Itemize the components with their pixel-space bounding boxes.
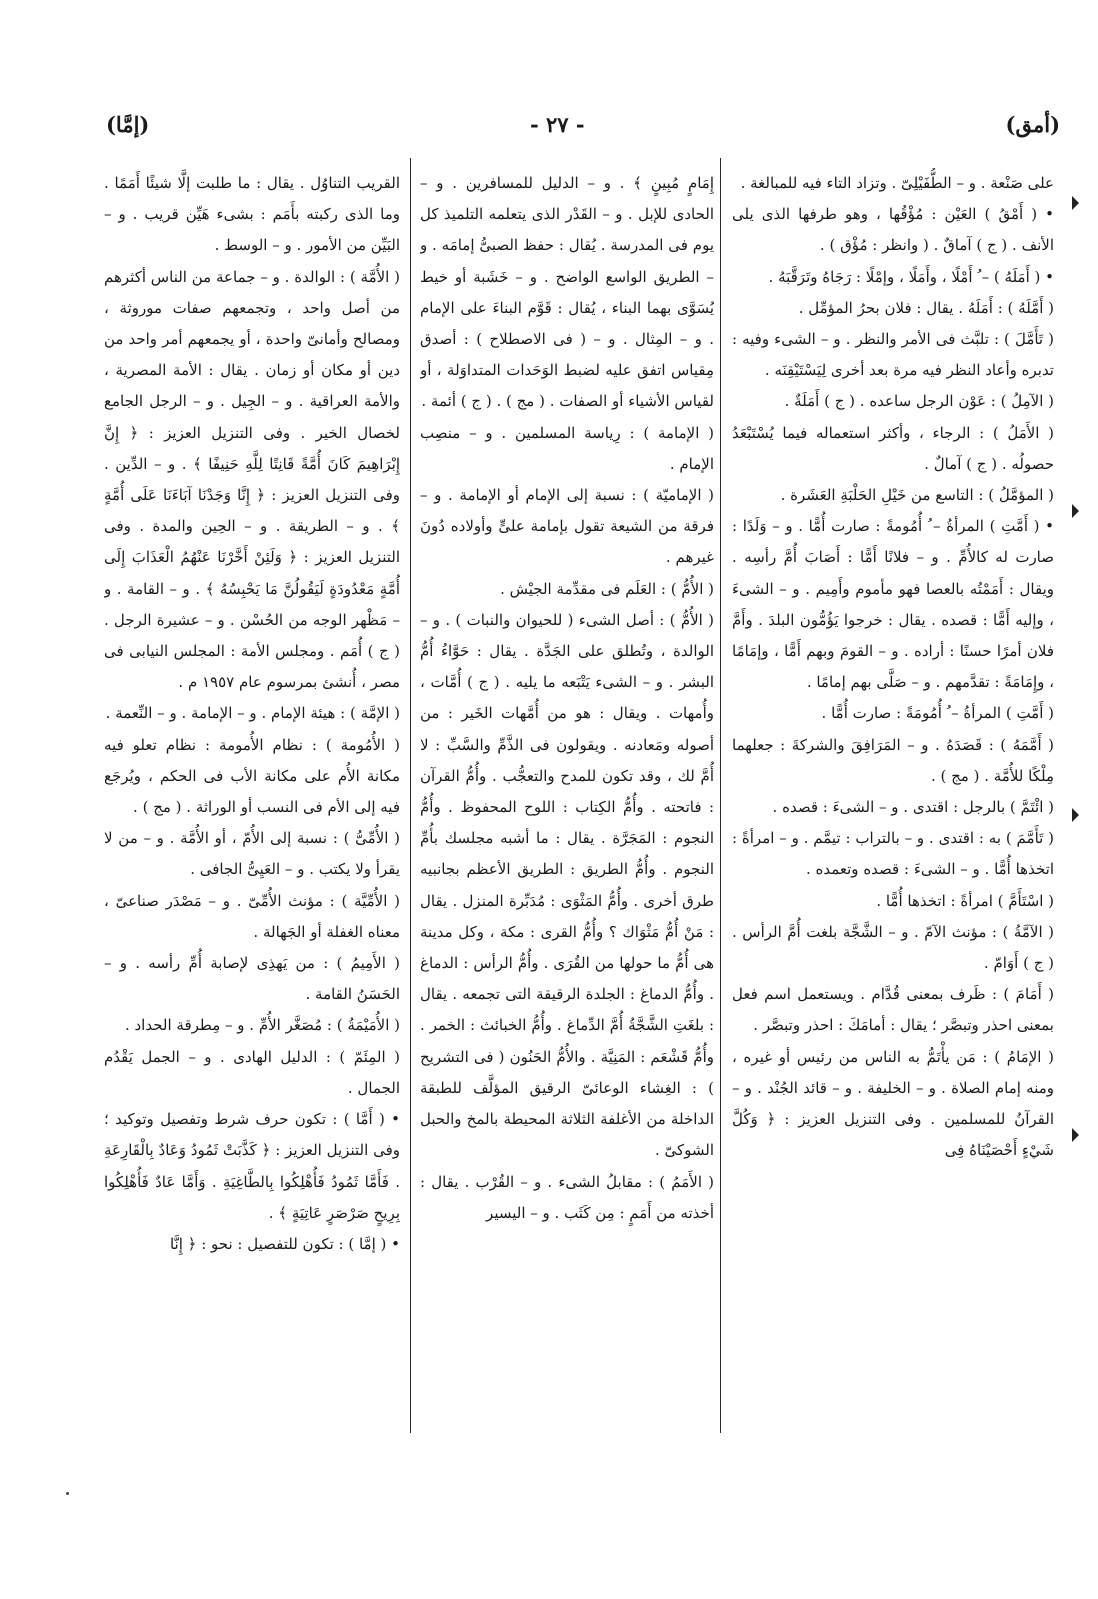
column-divider-right — [720, 158, 721, 1433]
entry-paragraph: ( المِئَمّ ) : الدليل الهادى . و – الجمل يَقْدُم الجمال . — [104, 1047, 400, 1097]
entry-paragraph: • ( إمَّا ) : تكون للتفصيل : نحو : ﴿ إِنَّا — [169, 1234, 400, 1253]
entry-paragraph: ( الأَمَمُ ) : مقابلُ الشىء . و – القُرْب . يقال : أخذته من أَمَمٍ : مِن كَثَب . و – اليسير — [420, 1172, 714, 1222]
entry-paragraph: • ( أَمَّتِ ) المرأةُ – ُ أُمُومةً : صارت أُمًّا . و – وَلَدًا : صارت له كالأُمِّ . و – فلانًا أَمًّا : أَصَابَ أُمَّ رأسِه . ويقال : أَمَمْتُه بالعصا فهو مأموم وأَمِيم . و – الشىءَ ، وإليه أَمًّا : قصده . يقال : خرجوا يَؤُمُّون البلدَ . وأَمَّ فلان أمرًا حسنًا : أراده . و – القومَ وبهم أَمًّا ، وإمَامًا ، وإِمَامَةً : تقدَّمهم . و – صَلَّى بهم إمامًا . — [732, 517, 1054, 692]
entry-paragraph: ( الأُمُّ ) : العَلَم فى مقدِّمة الجيْش . — [500, 579, 714, 598]
running-head-right: (أمق) — [1005, 112, 1060, 137]
page-header — [0, 112, 1098, 148]
entry-paragraph: ( الأُمِّيَّة ) : مؤنث الأُمِّىّ . و – مَصْدَر صناعىّ ، معناه الغفلة أو الجَهالة . — [104, 891, 400, 941]
entry-paragraph: ( اسْتَأَمَّ ) امرأةً : اتخذها أُمًّا . — [876, 891, 1054, 910]
entry-paragraph: ( الإمَّة ) : هيئة الإمام . و – الإمامة . و – النِّعمة . — [105, 704, 400, 723]
entry-paragraph: ( الإمَامُ ) : مَن يأْتَمُّ به الناس من رئيس أو غيره ، ومنه إمام الصلاة . و – الخليفة . و – قائد الجُنْد . و – القرآنُ للمسلمين . وفى التنزيل العزيز : ﴿ وَكُلَّ شَيْءٍ أَحْصَيْنَاهُ فِى — [732, 1047, 1054, 1160]
entry-paragraph: على صَنْعة . و – الطُّفَيْلِىّ . وتزاد التاء فيه للمبالغة . — [740, 174, 1054, 192]
entry-paragraph: ( الأُمَّة ) : الوالدة . و – جماعة من الناس أكثرهم من أصل واحد ، وتجمعهم صفات موروثة ، ومصالح وأمانىّ واحدة ، أو يجمعهم أمر واحد من دين أو مكان أو زمان . يقال : الأمة المصرية ، والأمة العراقية . و – الجِيل . و – الرجل الجامع لخصال الخير . وفى التنزيل العزيز : ﴿ إِنَّ إِبْرَاهِيمَ كَانَ أُمَّةً قَانِتًا لِلَّهِ حَنِيفًا ﴾ . و – الدِّين . وفى التنزيل العزيز : ﴿ إِنَّا وَجَدْنَا آبَاءَنَا عَلَى أُمَّةٍ ﴾ . و – الطريقة . و – الحِين والمدة . وفى التنزيل العزيز : ﴿ وَلَئِنْ أَخَّرْنَا عَنْهُمُ الْعَذَابَ إِلَى أُمَّةٍ مَعْدُودَةٍ لَيَقُولُنَّ مَا يَحْبِسُهُ ﴾ . و – القامة . و – مَظْهر الوجه من الحُسْن . و – عشيرة الرجل . ( ج ) أُمَم . ومجلس الأمة : المجلس النيابى فى مصر ، أُنشئ بمرسوم عام ١٩٥٧ م . — [104, 267, 400, 692]
margin-tab-marker — [1072, 1128, 1079, 1142]
column-right — [732, 168, 1054, 1433]
entry-paragraph: ( تَأَمَّمَ ) به : اقتدى . و – بالتراب : تيمَّم . و – امرأةً : اتخذها أُمًّا . و – الشىءَ : قصده وتعمده . — [732, 829, 1054, 879]
entry-paragraph: ( الأَمِيمُ ) : من يَهذِى لإصابة أُمِّ رأسه . و – الحَسَنُ القامة . — [104, 954, 400, 1004]
entry-paragraph: ( الأُمُومة ) : نظام الأُمومة : نظام تعلو فيه مكانة الأُم على مكانة الأب فى الحكم ، ويُرجَع فيه إلى الأم فى النسب أو الوراثة . ( مج ) . — [104, 735, 400, 817]
entry-paragraph: ( الأُمُّ ) : أصل الشىء ( للحيوان والنبات ) . و – الوالدة ، وتُطلق على الجَدَّة . يقال : حَوَّاءُ أُمُّ البشر . و – الشىء يَتْبَعه ما يليه . ( ج ) أُمَّات ، وأُمهات . ويقال : هو من أُمَّهات الخَير : من أصوله ومَعادنه . ويقولون فى الذَّمِّ والسَّبِّ : لا أُمَّ لك ، وقد تكون للمدح والتعجُّب . وأُمُّ القرآن : فاتحته . وأُمُّ الكِتاب : اللوح المحفوظ . وأُمُّ النجوم : المَجَرَّة . يقال : ما أشبه مجلسك بأُمِّ النجوم . وأُمُّ الطريق : الطريق الأعظم بجانبيه طرق أخرى . وأُمُّ المَثْوَى : مُدَبِّرة المنزل . يقال : مَنْ أُمُّ مَثْوَاك ؟ وأُمُّ القرى : مكة ، وكل مدينة هى أُمُّ ما حولها من القُرَى . وأُمُّ الرأس : الدماغ . وأُمُّ الدماغ : الجلدة الرقيقة التى تجمعه . يقال : بلغَتِ الشَّجَّةُ أُمَّ الدِّماغ . وأُمُّ الخبائث : الخمر . وأُمُّ قَشْعَم : المَنِيَّة . والأُمُّ الحَنُون ( فى التشريح ) : الغِشاء الوعائىّ الرقيق المؤلَّف للطبقة الداخلة من الأغلفة الثلاثة المحيطة بالمخ والحبل الشوكىّ . — [420, 610, 714, 1160]
entry-paragraph: ( أَمَامَ ) : ظَرف بمعنى قُدَّام . ويستعمل اسم فعل بمعنى احذر وتبصَّر ؛ يقال : أمامَكَ : احذر وتبصَّر . — [732, 985, 1054, 1035]
margin-tab-marker — [1072, 196, 1079, 210]
margin-tab-marker — [1072, 504, 1079, 518]
column-left — [104, 168, 400, 1433]
entry-paragraph: • ( أَمْقُ ) العَيْن : مُؤْقُها ، وهو طرفها الذى يلى الأنف . ( ج ) آماقٌ . ( وانظر : مُؤْق ) . — [732, 205, 1054, 255]
entry-paragraph: ( المؤمَّلُ ) : التاسع من خَيْلِ الحَلْبَةِ العَشَرة . — [780, 486, 1054, 505]
entry-paragraph: القريب التناوُل . يقال : ما طلبت إلَّا شيئًا أَمَمًا . وما الذى ركبته بأَمَم : بشىء هَيِّن قريب . و – البَيِّن من الأمور . و – الوسط . — [104, 174, 400, 255]
entry-paragraph: ( ائْتَمَّ ) بالرجل : اقتدى . و – الشىءَ : قصده . — [772, 798, 1054, 817]
entry-paragraph: ( الإمامة ) : رِياسة المسلمين . و – منصِب الإمام . — [420, 423, 714, 473]
entry-paragraph: إِمَامٍ مُبِينٍ ﴾ . و – الدليل للمسافرين . و – الحادى للإبل . و – القَدْر الذى يتعلمه التلميذ كل يوم فى المدرسة . يُقال : حفظ الصبىُّ إمامَه . و – الطريق الواسع الواضح . و – خَشَبة أو خيط يُسَوَّى بهما البناء ، يُقال : قَوَّم البناءَ على الإمام . و – المِثال . و – ( فى الاصطلاح ) : أصدق مِقياس اتفق عليه لضبط الوَحَدات المتداوَلة ، أو لقياس الأشياء أو الصفات . ( مج ) . ( ج ) أئمة . — [420, 174, 714, 411]
page-number: - ٢٧ - — [530, 112, 585, 137]
entry-paragraph: ( الآمِلُ ) : عَوْن الرجل ساعده . ( ج ) أَمَلَةٌ . — [784, 392, 1054, 411]
entry-paragraph: ( الأُمِّىُّ ) : نسبة إلى الأُمّ ، أو الأُمَّة . و – من لا يقرأ ولا يكتب . و – العَيِىُّ الجافى . — [104, 829, 400, 879]
entry-paragraph: • ( أَمَّا ) : تكون حرف شرط وتفصيل وتوكيد ؛ وفى التنزيل العزيز : ﴿ كَذَّبَتْ ثَمُودُ وَعَادٌ بِالْقَارِعَةِ . فَأَمَّا ثَمُودُ فَأُهْلِكُوا بِالطَّاغِيَةِ . وَأَمَّا عَادٌ فَأُهْلِكُوا بِرِيحٍ صَرْصَرٍ عَاتِيَةٍ ﴾ . — [104, 1110, 400, 1222]
entry-paragraph: ( أَمَّتِ ) المرأةُ – ُ أُمُومَةً : صارت أُمًّا . — [821, 704, 1054, 723]
entry-paragraph: ( الأُمَيْمَةُ ) : مُصَغَّر الأُمِّ . و – مِطرقة الحداد . — [124, 1016, 400, 1035]
column-middle — [420, 168, 714, 1433]
entry-paragraph: ( أَمَّمَهُ ) : قَصَدَهُ . و – المَرَافِقَ والشركةَ : جعلهما مِلْكًا للأُمَّة . ( مج ) . — [732, 735, 1054, 785]
scan-speck — [66, 1492, 69, 1495]
entry-paragraph: ( الآمَّةُ ) : مؤنث الآمّ . و – الشَّجَّة بلغت أُمَّ الرأس . ( ج ) أَوَامّ . — [732, 922, 1054, 973]
running-head-left: (إمَّا) — [106, 112, 150, 137]
entry-paragraph: ( الإماميّة ) : نسبة إلى الإمام أو الإمامة . و – فرقة من الشيعة تقول بإمامة علىٍّ وأولاده دُونَ غيرهم . — [420, 486, 714, 567]
entry-paragraph: ( أَمَّلَهُ ) : أَمَلَهُ . يقال : فلان بحرُ المؤمِّل . — [798, 298, 1054, 317]
entry-paragraph: ( تَأَمَّلَ ) : تلبَّث فى الأمر والنظر . و – الشىء وفيه : تدبره وأعاد النظر فيه مرة بعد أخرى لِيَسْتَيْقِنَه . — [732, 330, 1054, 380]
entry-paragraph: ( الأَمَلُ ) : الرجاء ، وأكثر استعماله فيما يُسْتَبْعَدُ حصولُه . ( ج ) آمالٌ . — [732, 423, 1054, 473]
entry-paragraph: • ( أَمَلَهُ ) – ُ أَمْلًا ، وأَمَلًا ، وإمْلًا : رَجَاهُ وتَرَقَّبَهُ . — [768, 267, 1054, 286]
column-divider-left — [410, 158, 411, 1433]
margin-tab-marker — [1072, 808, 1079, 822]
